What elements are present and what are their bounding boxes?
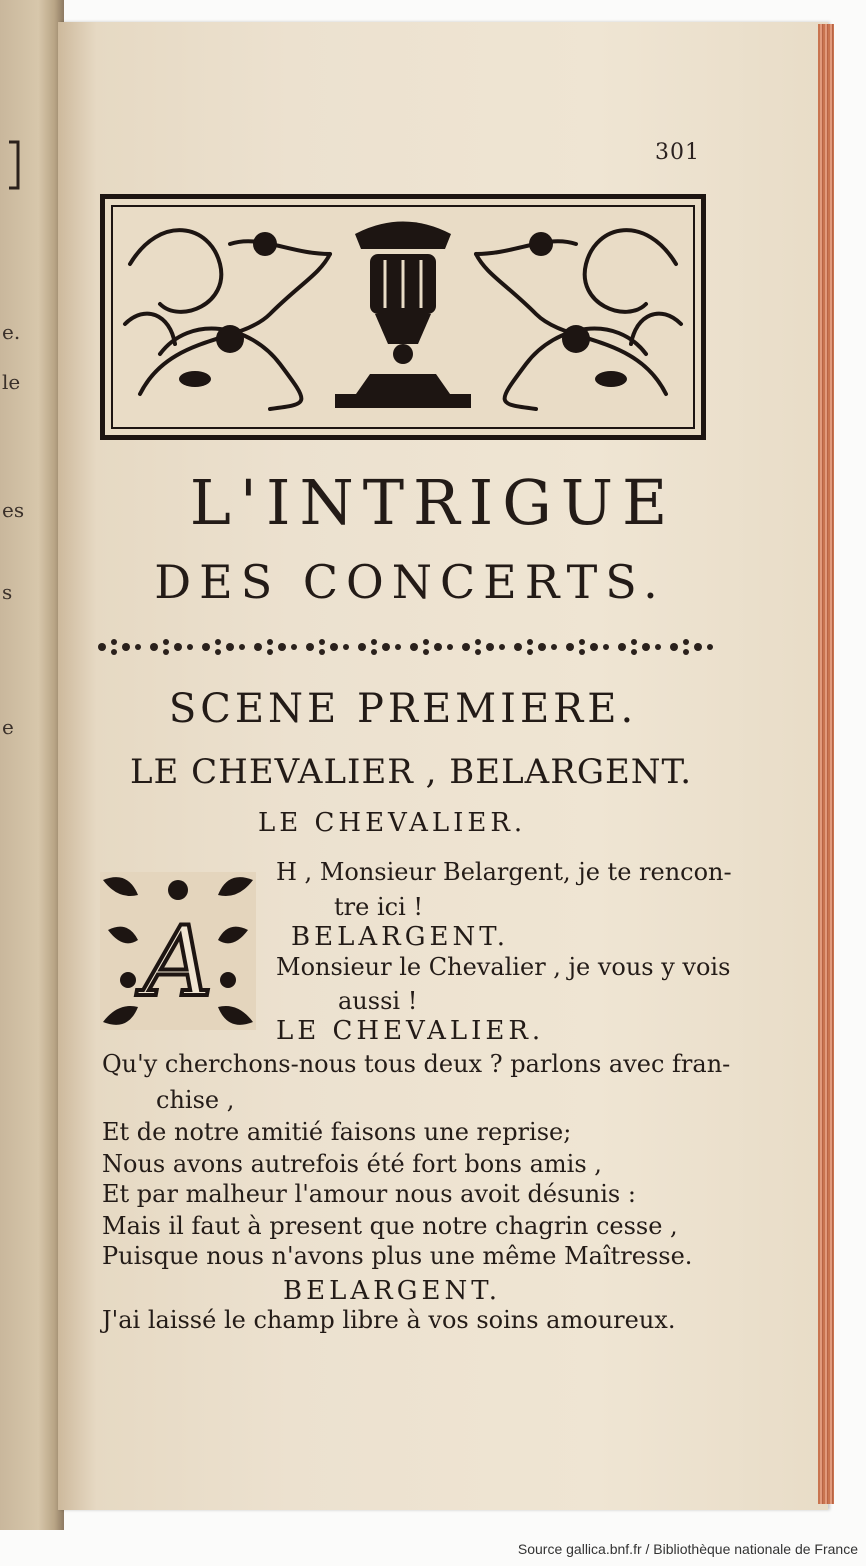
dialogue-line: H , Monsieur Belargent, je te rencon-: [276, 858, 732, 886]
dialogue-line: Et par malheur l'amour nous avoit désunis :: [102, 1180, 636, 1208]
dialogue-line: tre ici !: [334, 893, 424, 921]
woodcut-headpiece-ornament: [100, 194, 706, 440]
speaker-name: LE CHEVALIER.: [276, 1016, 545, 1046]
left-page-fragment: s: [2, 580, 13, 604]
dialogue-line: Qu'y cherchons-nous tous deux ? parlons avec fran-: [102, 1050, 731, 1078]
source-credit: Source gallica.bnf.fr / Bibliothèque nationale de France: [517, 1541, 858, 1557]
dialogue-line: Puisque nous n'avons plus une même Maîtresse.: [102, 1242, 693, 1270]
play-title-line1: L'INTRIGUE: [189, 466, 677, 539]
dialogue-line: chise ,: [156, 1086, 235, 1114]
dialogue-line: Monsieur le Chevalier , je vous y vois: [276, 953, 731, 981]
ornament-divider: [94, 632, 718, 662]
decorated-initial-a: [98, 870, 258, 1032]
left-page-fragment: e.: [2, 320, 21, 344]
dialogue-line: aussi !: [338, 987, 418, 1015]
dialogue-line: Mais il faut à present que notre chagrin cesse ,: [102, 1212, 678, 1240]
speaker-name: BELARGENT.: [283, 1276, 501, 1306]
scene-characters: LE CHEVALIER , BELARGENT.: [129, 752, 693, 792]
left-page-fragment: e: [2, 715, 14, 739]
speaker-name: LE CHEVALIER.: [258, 808, 527, 838]
speaker-name: BELARGENT.: [291, 922, 509, 952]
left-page-fragment: es: [2, 498, 25, 522]
dialogue-line: J'ai laissé le champ libre à vos soins amoureux.: [102, 1306, 676, 1334]
background: [834, 0, 866, 1530]
left-page-fragment: le: [2, 370, 21, 394]
scene-title: SCENE PREMIERE.: [168, 686, 638, 732]
dialogue-line: Et de notre amitié faisons une reprise;: [102, 1118, 572, 1146]
dropcap-letter: A: [143, 906, 213, 1018]
left-page-bracket-icon: [6, 140, 22, 190]
dialogue-line: Nous avons autrefois été fort bons amis ,: [102, 1150, 602, 1178]
play-title-line2: DES CONCERTS.: [154, 555, 666, 609]
page-number: 301: [655, 140, 700, 165]
